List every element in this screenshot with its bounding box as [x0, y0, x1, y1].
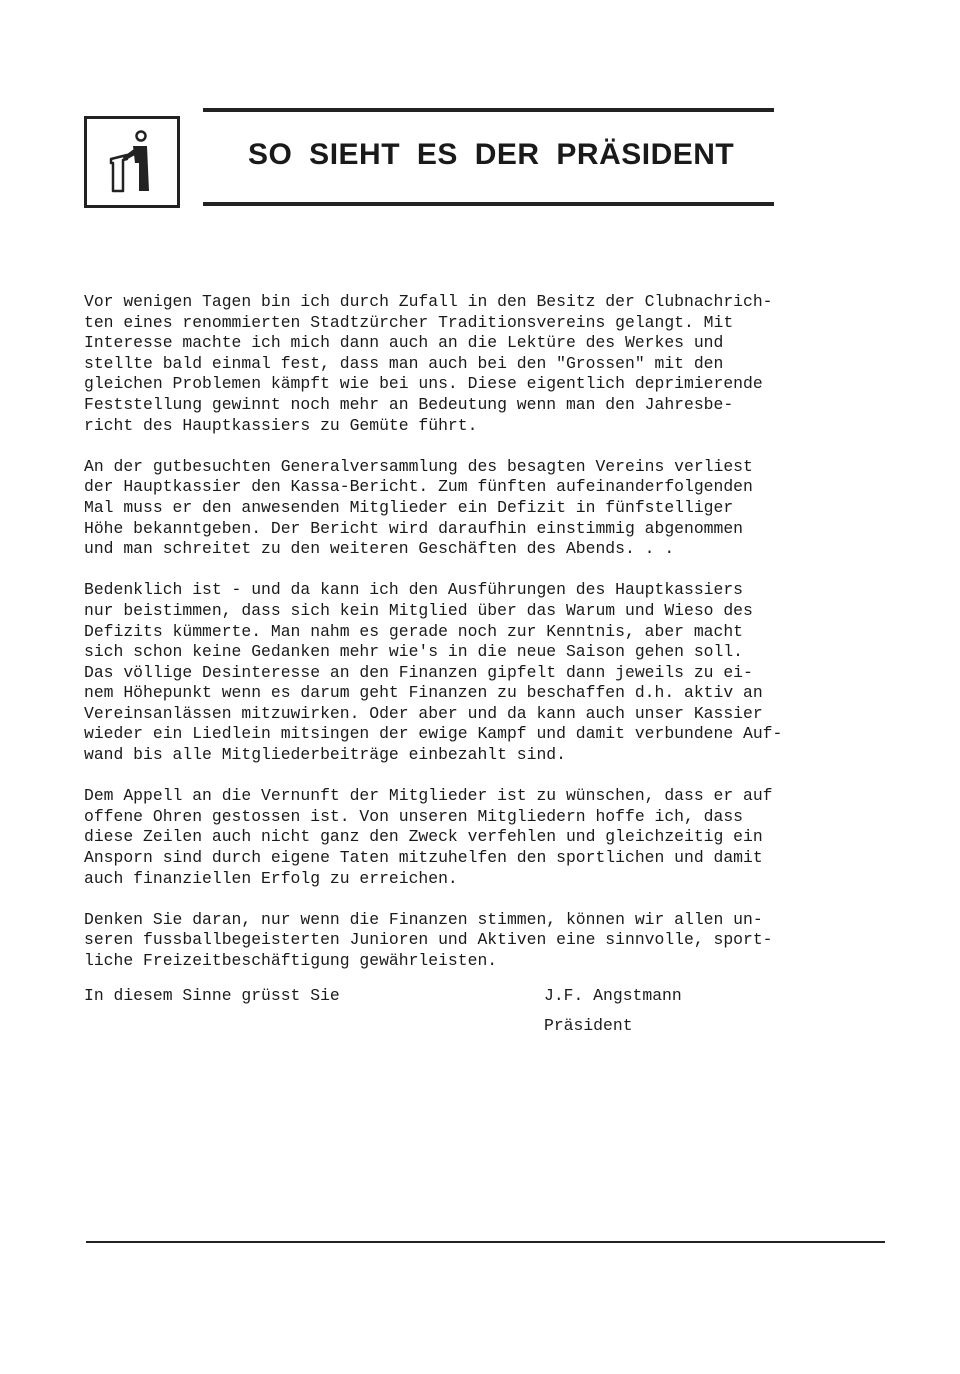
paragraph: Bedenklich ist - und da kann ich den Ausführungen des Hauptkassiers nur beistimmen, dass sich kein Mitglied über das Warum und Wieso des Defizits kümmerte. Man nahm es gerade noch zur Kenntnis, aber macht sich schon keine Gedanken mehr wie's in die neue Saison gehen soll. Das völlige Desinteresse an den Finanzen gipfelt dann jeweils zu ei- nem Höhepunkt wenn es darum geht Finanzen zu beschaffen d.h. aktiv an Vereinsanlässen mitzuwirken. Oder aber und da kann auch unser Kassier wieder ein Liedlein mitsingen der ewige Kampf und damit verbundene Auf- wand bis alle Mitgliederbeiträge einbezahlt sind. [84, 580, 783, 765]
paragraph: Dem Appell an die Vernunft der Mitglieder ist zu wünschen, dass er auf offene Ohren gestossen ist. Von unseren Mitgliedern hoffe ich, dass diese Zeilen auch nicht ganz den Zweck verfehlen und gleichzeitig ein Ansporn sind durch eigene Taten mitzuhelfen den sportlichen und damit auch finanziellen Erfolg zu erreichen. [84, 786, 773, 888]
signature-name: J.F. Angstmann [544, 986, 682, 1005]
person-at-lectern-icon [84, 116, 180, 208]
paragraph: Denken Sie daran, nur wenn die Finanzen stimmen, können wir allen un- seren fussballbegeisterten Junioren und Aktiven eine sinnvolle, sport- liche Freizeitbeschäftigung gewährleisten. [84, 909, 773, 970]
closing-greeting: In diesem Sinne grüsst Sie [84, 986, 340, 1005]
footer-rule [86, 1241, 885, 1243]
paragraph: Vor wenigen Tagen bin ich durch Zufall in den Besitz der Clubnachrich- ten eines renommierten Stadtzürcher Traditionsvereins gelangt. Mit Interesse machte ich mich dann auch an die Lektüre des Werkes und stellte bald einmal fest, dass man auch bei den "Grossen" mit den gleichen Problemen kämpft wie bei uns. Diese eigentlich deprimierende Feststellung gewinnt noch mehr an Bedeutung wenn man den Jahresbe- richt des Hauptkassiers zu Gemüte führt. [84, 292, 773, 435]
page-title: SO SIEHT ES DER PRÄSIDENT [248, 138, 735, 171]
header-top-rule [203, 108, 774, 112]
paragraph: An der gutbesuchten Generalversammlung des besagten Vereins verliest der Hauptkassier den Kassa-Bericht. Zum fünften aufeinanderfolgenden Mal muss er den anwesenden Mitglieder ein Defizit in fünfstelliger Höhe bekanntgeben. Der Bericht wird daraufhin einstimmig abgenommen und man schreitet zu den weiteren Geschäften des Abends. . . [84, 456, 753, 559]
header-bottom-rule [203, 202, 774, 206]
letter-body [84, 292, 904, 992]
signature-title: Präsident [544, 1016, 633, 1035]
